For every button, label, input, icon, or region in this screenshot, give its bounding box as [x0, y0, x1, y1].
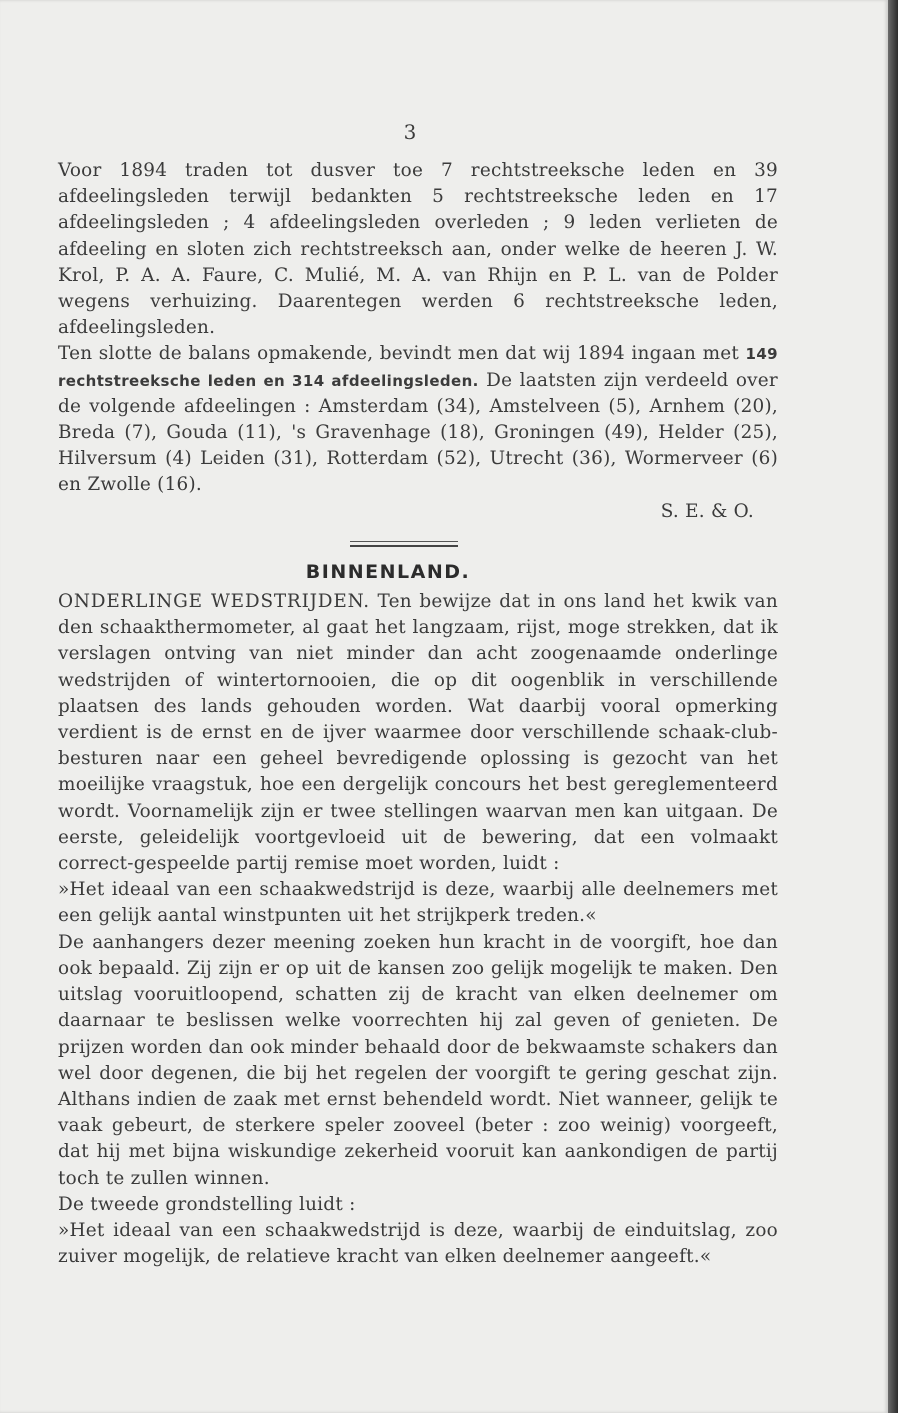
page-edge-shadow: [888, 0, 898, 1413]
competitions-text: Ten bewijze dat in ons land het kwik van den schaakthermometer, al gaat het langzaam, rijst, moge strekken, dat ik verslagen ontving van niet minder dan acht zoogenaamde onderlinge wedstrijden of wintertornooien, die op dit oogenblik in verschillende plaatsen des lands gehouden worden. Wat daarbij vooral opmerking verdient is de ernst en de ijver waarmee door verschillende schaak-club-besturen naar een geheel bevredigende oplossing is gezocht van het moeilijke vraagstuk, hoe een dergelijk concours het best gereglementeerd wordt. Voornamelijk zijn er twee stellingen waarvan men kan uitgaan. De eerste, geleidelijk voortgevloeid uit de bewering, dat een volmaakt correct-gespeelde partij remise moet worden, luidt :: [58, 591, 778, 875]
paragraph-membership-changes: Voor 1894 traden tot dusver toe 7 rechtstreeksche leden en 39 afdeelingsleden terwijl bedankten 5 rechtstreeksche leden en 17 afdeelingsleden ; 4 afdeelingsleden overleden ; 9 leden verlieten de afdeeling en sloten zich rechtstreeksch aan, onder welke de heeren J. W. Krol, P. A. A. Faure, C. Mulié, M. A. van Rhijn en P. L. van de Polder wegens verhuizing. Daarentegen werden 6 rechtstreeksche leden, afdeelingsleden.: [58, 160, 778, 339]
divider-line-thin: [350, 541, 458, 542]
paragraph-competitions: [58, 589, 778, 877]
quote-first-principle: »Het ideaal van een schaakwedstrijd is deze, waarbij alle deelnemers met een gelijk aantal winstpunten uit het strijkperk treden.«: [58, 879, 778, 927]
page-number: 3: [403, 120, 417, 144]
section-divider: [58, 529, 778, 559]
paragraph-second-principle-intro: De tweede grondstelling luidt :: [58, 1193, 356, 1215]
balance-departments-text: De laatsten zijn verdeeld over de volgende afdeelingen : Amsterdam (34), Amstelveen (5), Arnhem (20), Breda (7), Gouda (11), 's Gravenhage (18), Groningen (49), Helder (25), Hilversum (4) Leiden (31), Rotterdam (52), Utrecht (36), Wormerveer (6) en Zwolle (16).: [58, 369, 778, 496]
paragraph-balance: [58, 341, 778, 498]
divider-line-thick: [350, 545, 458, 547]
balance-intro-text: Ten slotte de balans opmakende, bevindt men dat wij 1894 ingaan met: [58, 343, 746, 365]
quote-second-principle: »Het ideaal van een schaakwedstrijd is deze, waarbij de einduitslag, zoo zuiver mogelijk, de relatieve kracht van elken deelnemer aangeeft.«: [58, 1219, 778, 1268]
signature: S. E. & O.: [660, 500, 754, 522]
paragraph-handicap: De aanhangers dezer meening zoeken hun kracht in de voorgift, hoe dan ook bepaald. Zij zijn er op uit de kansen zoo gelijk mogelijk te maken. Den uitslag vooruitloopend, schatten zij de kracht van elken deelnemer om daarnaar te beslissen welke voorrechten hij zal geven of genieten. De prijzen worden dan ook minder behaald door de bekwaamste schakers dan wel door degenen, die bij het regelen der voorgift te gering geschat zijn. Althans indien de zaak met ernst behendeld wordt. Niet wanneer, gelijk te vaak gebeurt, de sterkere speler zooveel (beter : zoo weinig) voorgeeft, dat hij met bijna wiskundige zekerheid vooruit kan aankondigen de partij toch te zullen winnen.: [58, 931, 778, 1189]
section-heading: BINNENLAND.: [305, 560, 471, 583]
member-count-bold: 149 rechtstreeksche leden en 314 afdeelingsleden.: [58, 345, 778, 390]
competitions-lead: ONDERLINGE WEDSTRIJDEN.: [58, 591, 370, 613]
page-body: [58, 118, 778, 1270]
